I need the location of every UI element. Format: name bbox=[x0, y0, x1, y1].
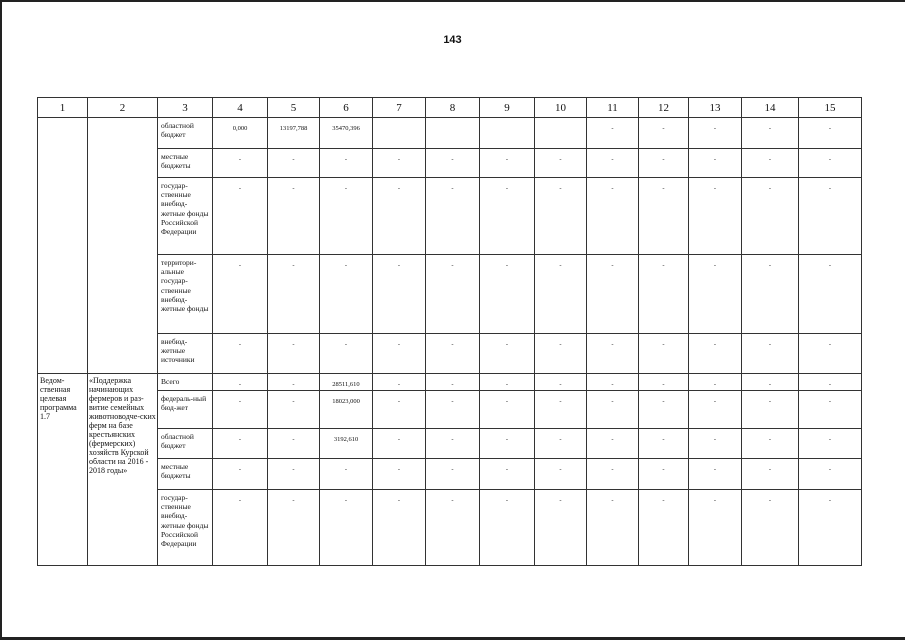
value-cell: - bbox=[426, 391, 480, 429]
table-row bbox=[38, 118, 862, 149]
value-cell: - bbox=[689, 391, 742, 429]
value-cell: - bbox=[535, 255, 587, 334]
value-cell: - bbox=[535, 429, 587, 459]
value-cell: - bbox=[268, 374, 320, 391]
value-cell: - bbox=[689, 255, 742, 334]
value-cell: - bbox=[320, 490, 373, 566]
value-cell: - bbox=[689, 459, 742, 490]
column-header: 3 bbox=[158, 98, 213, 118]
column-header: 8 bbox=[426, 98, 480, 118]
value-cell: - bbox=[639, 490, 689, 566]
value-cell: - bbox=[480, 459, 535, 490]
value-cell: - bbox=[587, 178, 639, 255]
value-cell bbox=[480, 118, 535, 149]
value-cell: - bbox=[535, 490, 587, 566]
value-cell: - bbox=[799, 118, 862, 149]
value-cell: - bbox=[268, 490, 320, 566]
value-cell: - bbox=[799, 334, 862, 374]
value-cell: - bbox=[587, 459, 639, 490]
value-cell: - bbox=[639, 334, 689, 374]
value-cell: - bbox=[799, 149, 862, 178]
program-code-cell: Ведом-ственная целевая программа 1.7 bbox=[38, 374, 88, 566]
value-cell: - bbox=[639, 459, 689, 490]
table-row bbox=[38, 459, 862, 490]
value-cell: - bbox=[689, 178, 742, 255]
value-cell: 18023,000 bbox=[320, 391, 373, 429]
column-header: 11 bbox=[587, 98, 639, 118]
value-cell: - bbox=[742, 178, 799, 255]
value-cell: - bbox=[587, 490, 639, 566]
value-cell: - bbox=[426, 374, 480, 391]
value-cell: - bbox=[213, 374, 268, 391]
value-cell: - bbox=[799, 178, 862, 255]
value-cell: - bbox=[213, 178, 268, 255]
column-header: 9 bbox=[480, 98, 535, 118]
value-cell: - bbox=[639, 391, 689, 429]
value-cell: - bbox=[268, 459, 320, 490]
empty-cell bbox=[88, 118, 158, 374]
page-number: 143 bbox=[443, 34, 462, 46]
value-cell: - bbox=[799, 459, 862, 490]
funding-source-cell: местные бюджеты bbox=[158, 149, 213, 178]
funding-source-cell: областной бюджет bbox=[158, 118, 213, 149]
value-cell: - bbox=[587, 255, 639, 334]
value-cell: - bbox=[799, 374, 862, 391]
value-cell: - bbox=[373, 490, 426, 566]
budget-table bbox=[37, 97, 862, 566]
value-cell: - bbox=[426, 149, 480, 178]
column-header: 1 bbox=[38, 98, 88, 118]
value-cell: - bbox=[799, 490, 862, 566]
value-cell: - bbox=[689, 334, 742, 374]
value-cell: - bbox=[535, 459, 587, 490]
value-cell: - bbox=[320, 459, 373, 490]
column-header: 2 bbox=[88, 98, 158, 118]
value-cell: - bbox=[742, 374, 799, 391]
value-cell: - bbox=[535, 374, 587, 391]
value-cell: - bbox=[480, 490, 535, 566]
column-header: 10 bbox=[535, 98, 587, 118]
value-cell: - bbox=[742, 459, 799, 490]
funding-source-cell: Всего bbox=[158, 374, 213, 391]
value-cell: - bbox=[587, 429, 639, 459]
value-cell: - bbox=[689, 374, 742, 391]
value-cell bbox=[373, 118, 426, 149]
value-cell: - bbox=[268, 255, 320, 334]
table-row bbox=[38, 429, 862, 459]
funding-source-cell: территори-альные государ-ственные внебюд-жетные фонды bbox=[158, 255, 213, 334]
value-cell: - bbox=[320, 334, 373, 374]
column-header: 7 bbox=[373, 98, 426, 118]
value-cell: - bbox=[373, 178, 426, 255]
column-header: 14 bbox=[742, 98, 799, 118]
value-cell: - bbox=[799, 391, 862, 429]
value-cell: - bbox=[426, 429, 480, 459]
value-cell: - bbox=[742, 429, 799, 459]
funding-source-cell: областной бюджет bbox=[158, 429, 213, 459]
value-cell: - bbox=[373, 374, 426, 391]
value-cell: - bbox=[742, 391, 799, 429]
value-cell: - bbox=[587, 334, 639, 374]
value-cell: - bbox=[320, 255, 373, 334]
value-cell: - bbox=[742, 490, 799, 566]
value-cell: - bbox=[320, 149, 373, 178]
value-cell: - bbox=[480, 391, 535, 429]
value-cell: - bbox=[268, 429, 320, 459]
value-cell: - bbox=[268, 334, 320, 374]
value-cell: - bbox=[587, 149, 639, 178]
table-row bbox=[38, 391, 862, 429]
value-cell: - bbox=[639, 255, 689, 334]
value-cell: - bbox=[480, 334, 535, 374]
table-row bbox=[38, 334, 862, 374]
value-cell: - bbox=[373, 255, 426, 334]
column-header: 6 bbox=[320, 98, 373, 118]
value-cell: - bbox=[587, 391, 639, 429]
table-row bbox=[38, 374, 862, 391]
value-cell: - bbox=[373, 391, 426, 429]
value-cell: - bbox=[373, 334, 426, 374]
column-header: 12 bbox=[639, 98, 689, 118]
value-cell: - bbox=[587, 374, 639, 391]
value-cell: - bbox=[213, 459, 268, 490]
value-cell: - bbox=[213, 490, 268, 566]
value-cell: - bbox=[742, 334, 799, 374]
column-header: 5 bbox=[268, 98, 320, 118]
value-cell: - bbox=[480, 149, 535, 178]
value-cell: - bbox=[535, 391, 587, 429]
funding-source-cell: государ-ственные внебюд-жетные фонды Российской Федерации bbox=[158, 490, 213, 566]
value-cell: - bbox=[742, 255, 799, 334]
table-row bbox=[38, 178, 862, 255]
value-cell: - bbox=[320, 178, 373, 255]
value-cell: - bbox=[213, 391, 268, 429]
value-cell: - bbox=[535, 334, 587, 374]
value-cell: - bbox=[480, 374, 535, 391]
value-cell: - bbox=[213, 334, 268, 374]
column-header: 4 bbox=[213, 98, 268, 118]
table-row bbox=[38, 255, 862, 334]
value-cell: - bbox=[268, 149, 320, 178]
value-cell: - bbox=[639, 149, 689, 178]
value-cell: 3192,610 bbox=[320, 429, 373, 459]
value-cell: - bbox=[480, 429, 535, 459]
value-cell: - bbox=[426, 490, 480, 566]
value-cell bbox=[535, 118, 587, 149]
funding-source-cell: внебюд-жетные источники bbox=[158, 334, 213, 374]
value-cell: - bbox=[535, 149, 587, 178]
value-cell: - bbox=[799, 429, 862, 459]
value-cell: - bbox=[799, 255, 862, 334]
value-cell: - bbox=[535, 178, 587, 255]
funding-source-cell: местные бюджеты bbox=[158, 459, 213, 490]
value-cell: - bbox=[426, 255, 480, 334]
value-cell: - bbox=[639, 429, 689, 459]
value-cell: - bbox=[213, 429, 268, 459]
page-border-top bbox=[0, 0, 905, 2]
value-cell bbox=[426, 118, 480, 149]
program-name-cell: «Поддержка начинающих фермеров и раз-витие семейных животноводче-ских ферм на базе крестьянских (фермерских) хозяйств Курской области на 2016 - 2018 годы» bbox=[88, 374, 158, 566]
value-cell: - bbox=[268, 178, 320, 255]
table-row bbox=[38, 149, 862, 178]
value-cell: - bbox=[268, 391, 320, 429]
value-cell: - bbox=[426, 178, 480, 255]
value-cell: - bbox=[373, 149, 426, 178]
value-cell: 35470,396 bbox=[320, 118, 373, 149]
value-cell: - bbox=[426, 459, 480, 490]
value-cell: - bbox=[689, 118, 742, 149]
value-cell: - bbox=[373, 429, 426, 459]
value-cell: 13197,788 bbox=[268, 118, 320, 149]
value-cell: - bbox=[373, 459, 426, 490]
value-cell: - bbox=[689, 429, 742, 459]
value-cell: - bbox=[213, 255, 268, 334]
value-cell: - bbox=[480, 255, 535, 334]
empty-cell bbox=[38, 118, 88, 374]
value-cell: 28511,610 bbox=[320, 374, 373, 391]
value-cell: - bbox=[639, 374, 689, 391]
column-header: 15 bbox=[799, 98, 862, 118]
column-header: 13 bbox=[689, 98, 742, 118]
value-cell: - bbox=[480, 178, 535, 255]
page-border-left bbox=[0, 0, 2, 640]
funding-source-cell: федераль-ный бюд-жет bbox=[158, 391, 213, 429]
value-cell: - bbox=[587, 118, 639, 149]
value-cell: - bbox=[689, 149, 742, 178]
value-cell: - bbox=[639, 118, 689, 149]
table-header-row bbox=[38, 98, 862, 118]
table-row bbox=[38, 490, 862, 566]
value-cell: - bbox=[213, 149, 268, 178]
value-cell: - bbox=[426, 334, 480, 374]
value-cell: 0,000 bbox=[213, 118, 268, 149]
funding-source-cell: государ-ственные внебюд-жетные фонды Российской Федерации bbox=[158, 178, 213, 255]
value-cell: - bbox=[689, 490, 742, 566]
value-cell: - bbox=[742, 149, 799, 178]
value-cell: - bbox=[639, 178, 689, 255]
value-cell: - bbox=[742, 118, 799, 149]
